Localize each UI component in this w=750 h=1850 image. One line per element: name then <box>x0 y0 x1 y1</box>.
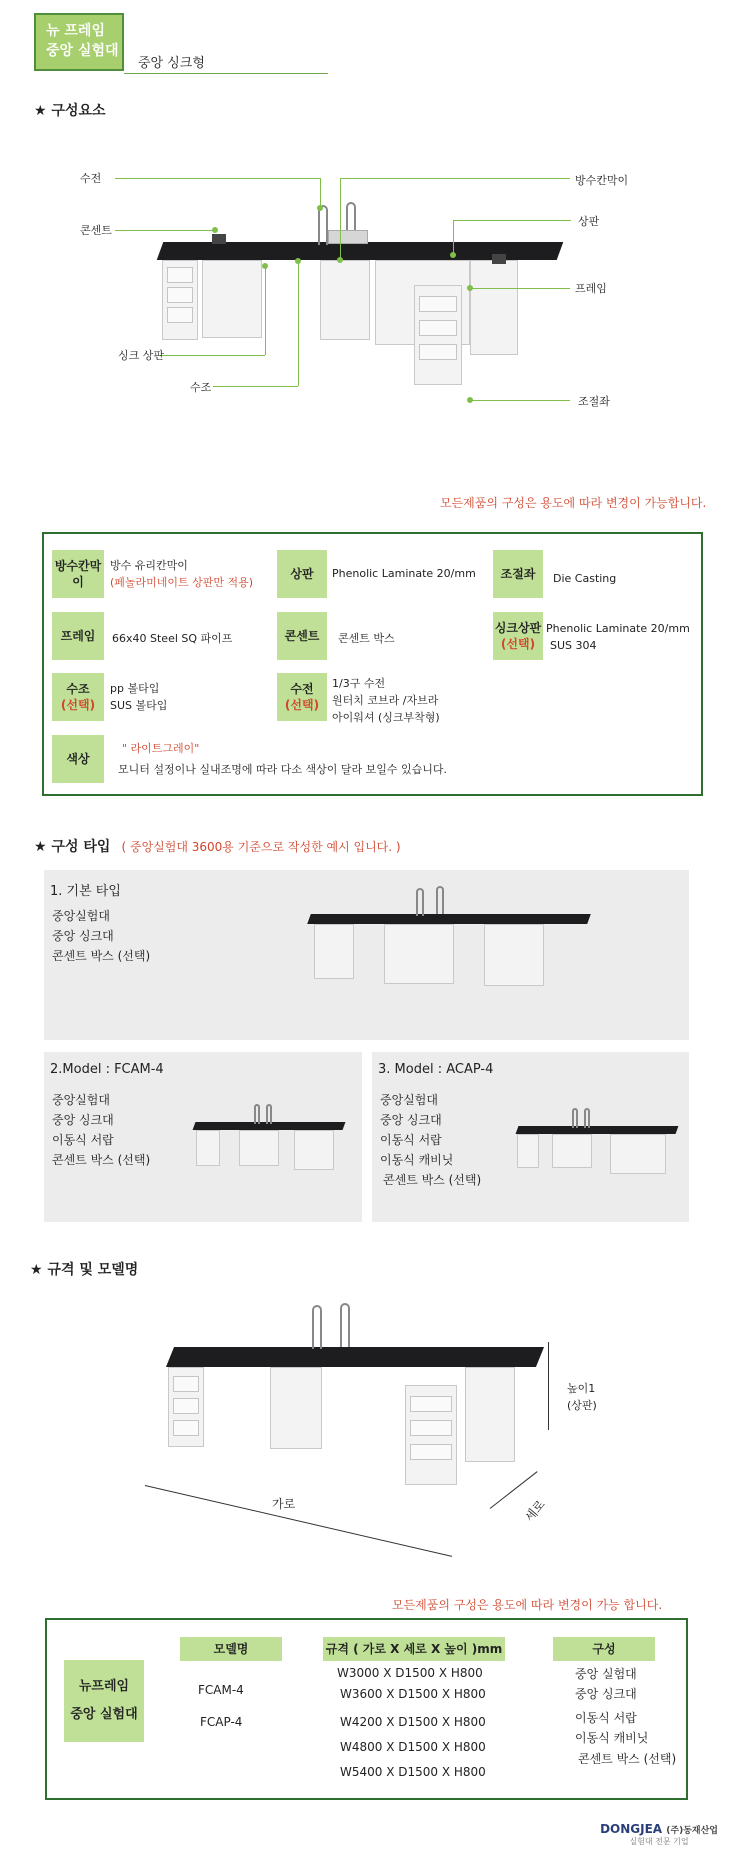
spec-row: W3600 X D1500 X H800 <box>340 1687 486 1701</box>
dimensions-note: 모든제품의 구성은 용도에 따라 변경이 가능 합니다. <box>392 1598 663 1612</box>
type-panel-items: 중앙실험대 중앙 싱크대 이동식 서랍 이동식 캐비닛 콘센트 박스 (선택) <box>380 1093 482 1187</box>
splash-guard-shape <box>328 230 368 244</box>
components-title: ★ 구성요소 <box>34 103 106 119</box>
spec-chip-splash-guard: 방수칸막이 <box>52 550 104 598</box>
spec-chip-sink-top: 싱크상판 (선택) <box>493 612 543 660</box>
config-col-header: 구성 <box>553 1637 655 1661</box>
model-name: FCAM-4 <box>198 1683 244 1697</box>
callout-line-outlet <box>115 230 215 231</box>
spec-value-top: Phenolic Laminate 20/mm <box>332 567 476 580</box>
type-panel-title: 2.Model : FCAM-4 <box>50 1062 164 1077</box>
right-drawer-cabinet <box>414 285 462 385</box>
faucet-shape <box>318 205 328 245</box>
dimensions-title: ★ 규격 및 모델명 <box>30 1262 139 1278</box>
type-panel-basic <box>44 870 689 1040</box>
spec-chip-leveler: 조절좌 <box>493 550 543 598</box>
spec-row: W3000 X D1500 X H800 <box>337 1666 483 1680</box>
height-label: 높이1 (상판) <box>567 1382 597 1412</box>
type-panel-items: 중앙실험대 중앙 싱크대 콘센트 박스 (선택) <box>52 909 151 963</box>
outlet-box-shape <box>212 234 226 244</box>
spec-chip-basin: 수조 (선택) <box>52 673 104 721</box>
spec-value-frame: 66x40 Steel SQ 파이프 <box>112 632 233 645</box>
spec-value-faucet: 1/3구 수전 원터치 코브라 /자브라 아이워셔 (싱크부착형) <box>332 677 440 724</box>
label-splash-guard: 방수칸막이 <box>575 174 629 187</box>
right-end-cabinet <box>470 260 518 355</box>
model-table-product-name: 뉴프레임 중앙 실험대 <box>64 1660 144 1742</box>
width-label: 가로 <box>272 1497 296 1511</box>
type-panel-fcam <box>44 1052 362 1222</box>
callout-line-basin <box>213 386 298 387</box>
spec-chip-outlet: 콘센트 <box>277 612 327 660</box>
spec-chip-faucet: 수전 (선택) <box>277 673 327 721</box>
spec-value-leveler: Die Casting <box>553 572 617 585</box>
product-illustration <box>150 160 570 405</box>
label-sink-top: 싱크 상판 <box>118 349 165 362</box>
callout-line-top <box>453 220 571 221</box>
callout-line-frame <box>470 288 570 289</box>
height-dimension-line <box>548 1342 549 1430</box>
spec-value-basin: pp 볼타입 SUS 볼타입 <box>110 682 168 712</box>
config-row: 중앙 싱크대 <box>575 1687 637 1701</box>
spec-row: W5400 X D1500 X H800 <box>340 1765 486 1779</box>
header-title-box <box>34 13 124 71</box>
config-row: 이동식 서랍 <box>575 1711 637 1725</box>
header-title-line1: 뉴 프레임 <box>46 23 105 39</box>
label-frame: 프레임 <box>575 282 607 295</box>
brand-company: (주)동재산업 <box>666 1826 718 1836</box>
outlet-box-shape-2 <box>492 254 506 264</box>
spec-row: W4800 X D1500 X H800 <box>340 1740 486 1754</box>
type3-desk-shape <box>516 1126 679 1134</box>
type-panel-acap <box>372 1052 689 1222</box>
depth-label: 세로 <box>522 1497 548 1525</box>
spec-chip-top: 상판 <box>277 550 327 598</box>
type-panel-title: 1. 기본 타입 <box>50 884 121 899</box>
label-outlet: 콘센트 <box>80 224 112 237</box>
spec-chip-frame: 프레임 <box>52 612 104 660</box>
label-top: 상판 <box>578 215 600 228</box>
dimension-illustration <box>150 1295 570 1495</box>
spec-row: W4200 X D1500 X H800 <box>340 1715 486 1729</box>
config-row: 중앙 실험대 <box>575 1667 637 1681</box>
components-note: 모든제품의 구성은 용도에 따라 변경이 가능합니다. <box>440 496 707 510</box>
spec-col-header: 규격 ( 가로 X 세로 X 높이 )mm <box>323 1637 505 1661</box>
label-leveler: 조절좌 <box>578 395 610 408</box>
config-row: 이동식 캐비닛 <box>575 1731 649 1745</box>
brand-logo-text: DONGJEA <box>600 1822 663 1836</box>
types-title: ★ 구성 타입 <box>34 839 111 855</box>
callout-line-leveler <box>470 400 570 401</box>
left-drawer-cabinet <box>162 260 198 340</box>
width-dimension-line <box>145 1485 452 1557</box>
type-panel-title: 3. Model : ACAP-4 <box>378 1062 494 1077</box>
config-row: 콘센트 박스 (선택) <box>578 1752 677 1766</box>
header-subtitle: 중앙 싱크형 <box>124 46 328 74</box>
types-title-row <box>34 836 401 856</box>
spec-value-color: " 라이트그레이" 모니터 설정이나 실내조명에 따라 다소 색상이 달라 보일수 있습니다. <box>118 742 447 776</box>
brand-logo <box>600 1822 718 1847</box>
spec-value-outlet: 콘센트 박스 <box>338 632 395 645</box>
type1-desk-shape <box>307 914 591 924</box>
types-note: ( 중앙실험대 3600용 기준으로 작성한 예시 입니다. ) <box>121 840 401 854</box>
sink-cabinet <box>320 260 370 340</box>
brand-tagline: 실험대 전문 기업 <box>629 1837 689 1846</box>
spec-value-sink-top: Phenolic Laminate 20/mm SUS 304 <box>546 622 690 652</box>
left-cabinet-door <box>202 260 262 338</box>
label-faucet: 수전 <box>80 172 102 185</box>
spec-value-splash-guard: 방수 유리칸막이 (페놀라미네이트 상판만 적용) <box>110 559 254 589</box>
header-title-line2: 중앙 실험대 <box>46 43 119 59</box>
callout-line-faucet <box>115 178 320 179</box>
spec-chip-color: 색상 <box>52 735 104 783</box>
label-basin: 수조 <box>190 381 212 394</box>
callout-line-sink-top <box>160 355 265 356</box>
model-name: FCAP-4 <box>200 1715 243 1729</box>
type-panel-items: 중앙실험대 중앙 싱크대 이동식 서랍 콘센트 박스 (선택) <box>52 1093 151 1167</box>
callout-line-guard <box>340 178 570 179</box>
model-col-header: 모델명 <box>180 1637 282 1661</box>
